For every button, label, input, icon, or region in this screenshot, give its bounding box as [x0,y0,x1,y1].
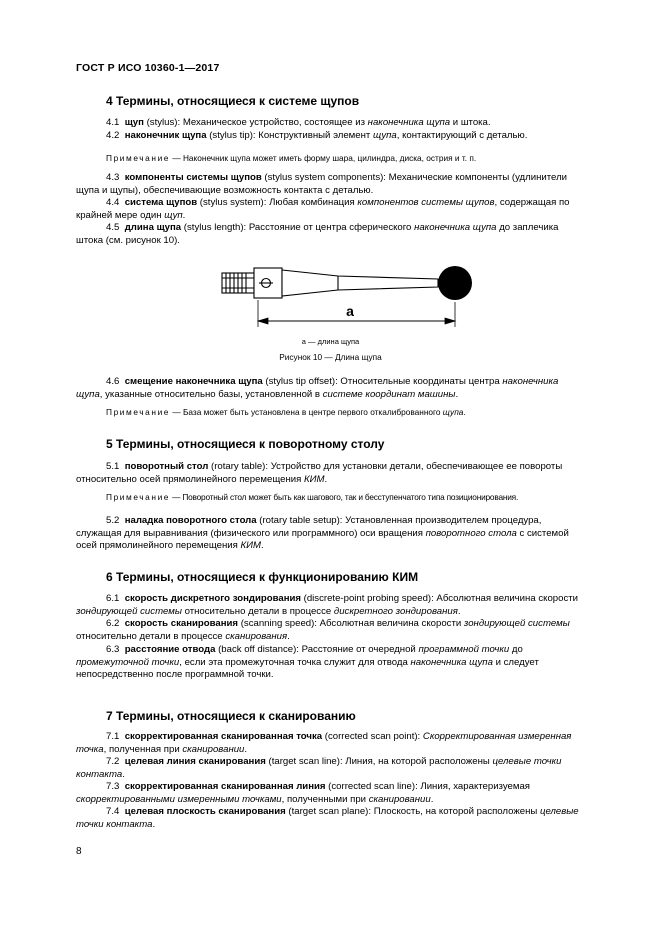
section-6-heading: 6 Термины, относящиеся к функционированию КИМ [106,570,419,584]
page-number: 8 [76,846,82,857]
paragraph-4-5: 4.5 длина щупа (stylus length): Расстояние от центра сферического наконечника щупа до заплечика штока (см. рисунок 10). [76,222,559,246]
paragraph-6-1: 6.1 скорость дискретного зондирования (discrete-point probing speed): Абсолютная величина скорости зондирующей системы относительно детали в процессе дискретного зондирования. [76,593,578,617]
paragraph-4-1: 4.1 щуп (stylus): Механическое устройство, состоящее из наконечника щупа и штока. [106,117,491,128]
section-4-heading: 4 Термины, относящиеся к системе щупов [106,94,360,108]
stylus-drawing [222,268,438,298]
document-header: ГОСТ Р ИСО 10360-1—2017 [76,62,220,74]
paragraph-7-4: 7.4 целевая плоскость сканирования (target scan plane): Плоскость, на которой расположены целевые точки контакта. [76,806,579,830]
note-4-6: Примечание — База может быть установлена в центре первого откалиброванного щупа. [106,407,466,417]
paragraph-4-3: 4.3 компоненты системы щупов (stylus system components): Механические компоненты (удлинители щупа и щупы), обеспечивающие возможность контакта с деталью. [76,172,568,196]
paragraph-4-6: 4.6 смещение наконечника щупа (stylus tip offset): Относительные координаты центра наконечника щупа, указанные относительно базы, установленной в системе координат машины. [76,376,559,400]
paragraph-5-1: 5.1 поворотный стол (rotary table): Устройство для установки детали, обеспечивающее ее повороты относительно осей прямолинейного перемещения КИМ. [76,461,563,485]
paragraph-6-3: 6.3 расстояние отвода (back off distance): Расстояние от очередной программной точки до промежуточной точки, если эта промежуточная точка служит для отвода наконечника щупа и следует непосредственно после программной точки. [76,644,539,680]
dimension-label-a: a [346,303,354,319]
note-4-2: Примечание — Наконечник щупа может иметь форму шара, цилиндра, диска, острия и т. п. [106,153,477,163]
stylus-ball-tip [438,266,472,300]
figure-legend: a — длина щупа [301,337,360,346]
paragraph-4-4: 4.4 система щупов (stylus system): Любая комбинация компонентов системы щупов, содержащая по крайней мере один щуп. [76,197,570,221]
paragraph-4-2: 4.2 наконечник щупа (stylus tip): Конструктивный элемент щупа, контактирующий с деталью. [106,130,528,141]
note-5-1: Примечание — Поворотный стол может быть как шагового, так и бесступенчатого типа позиционирования. [106,492,519,502]
paragraph-7-2: 7.2 целевая линия сканирования (target scan line): Линия, на которой расположены целевые точки контакта. [76,756,562,780]
dimension-lines [258,300,455,327]
section-5-heading: 5 Термины, относящиеся к поворотному столу [106,437,385,451]
paragraph-6-2: 6.2 скорость сканирования (scanning speed): Абсолютная величина скорости зондирующей системы относительно детали в процессе сканирования. [76,618,570,642]
section-7-heading: 7 Термины, относящиеся к сканированию [106,709,356,723]
paragraph-5-2: 5.2 наладка поворотного стола (rotary table setup): Установленная производителем процедура, служащая для выравнивания (физического или программного) оси вращения поворотного стола с системой осей прямолинейного перемещения КИМ. [76,515,569,551]
paragraph-7-1: 7.1 скорректированная сканированная точка (corrected scan point): Скорректированная измеренная точка, полученная при сканировании. [76,731,572,755]
figure-caption: Рисунок 10 — Длина щупа [279,352,382,362]
paragraph-7-3: 7.3 скорректированная сканированная линия (corrected scan line): Линия, характеризуемая скорректированными измеренными точками, полученными при сканировании. [76,781,531,805]
